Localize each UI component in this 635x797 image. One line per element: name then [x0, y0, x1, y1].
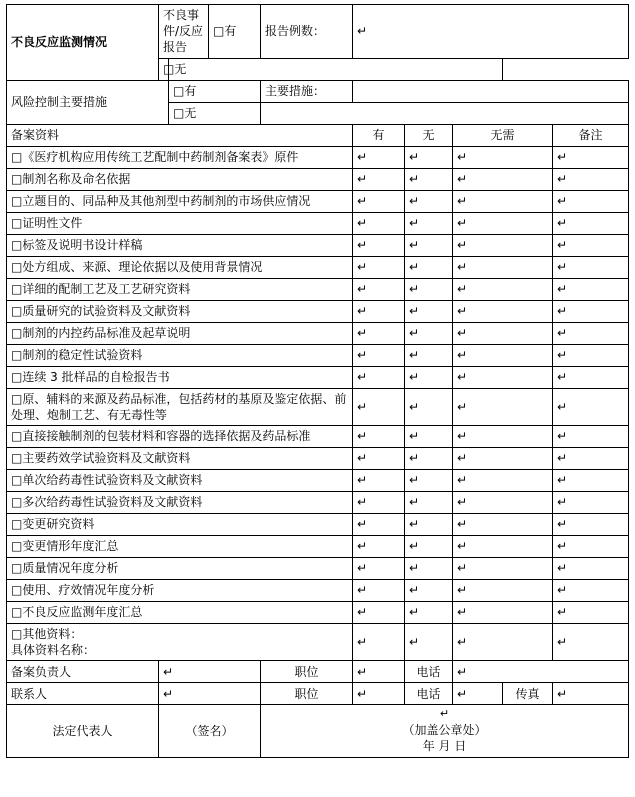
material-mark-not-required[interactable]: ↵: [453, 579, 553, 601]
seal-area-mark: ↵: [439, 707, 450, 721]
material-mark-has[interactable]: ↵: [353, 425, 405, 447]
material-mark-has[interactable]: ↵: [353, 146, 405, 168]
responsible-person-name[interactable]: ↵: [159, 661, 261, 683]
material-mark-none[interactable]: ↵: [405, 623, 453, 660]
material-item-label[interactable]: □连续 3 批样品的自检报告书: [7, 366, 353, 388]
material-item-label[interactable]: □变更研究资料: [7, 513, 353, 535]
material-mark-remark[interactable]: ↵: [553, 168, 629, 190]
material-mark-remark[interactable]: ↵: [553, 146, 629, 168]
responsible-phone-value[interactable]: ↵: [453, 661, 629, 683]
material-mark-none[interactable]: ↵: [405, 469, 453, 491]
table-row: [7, 491, 629, 513]
material-mark-remark[interactable]: ↵: [553, 623, 629, 660]
report-count-label: 报告例数：: [261, 5, 353, 59]
header-row-adverse-report: [7, 5, 629, 59]
contact-person-label: 联系人: [7, 683, 159, 705]
material-mark-has[interactable]: ↵: [353, 256, 405, 278]
material-mark-not-required[interactable]: ↵: [453, 322, 553, 344]
material-mark-remark[interactable]: ↵: [553, 388, 629, 425]
table-row: [7, 322, 629, 344]
material-mark-has[interactable]: ↵: [353, 190, 405, 212]
material-mark-has[interactable]: ↵: [353, 278, 405, 300]
material-mark-not-required[interactable]: ↵: [453, 190, 553, 212]
material-mark-has[interactable]: ↵: [353, 623, 405, 660]
material-mark-none[interactable]: ↵: [405, 168, 453, 190]
adverse-report-blank: [169, 58, 503, 80]
material-mark-has[interactable]: ↵: [353, 234, 405, 256]
materials-rows-body: [7, 146, 629, 661]
seal-text: （加盖公章处）: [402, 723, 487, 738]
material-mark-remark[interactable]: ↵: [553, 366, 629, 388]
materials-section-label: 备案资料: [7, 124, 353, 146]
material-mark-none[interactable]: ↵: [405, 491, 453, 513]
table-row: [7, 535, 629, 557]
table-row: [7, 190, 629, 212]
material-item-label[interactable]: □其他资料： 具体资料名称：: [7, 623, 353, 660]
column-header-not-required: 无需: [453, 124, 553, 146]
material-mark-has[interactable]: ↵: [353, 579, 405, 601]
material-mark-not-required[interactable]: ↵: [453, 344, 553, 366]
material-item-label[interactable]: □制剂名称及命名依据: [7, 168, 353, 190]
material-mark-none[interactable]: ↵: [405, 234, 453, 256]
table-row: [7, 212, 629, 234]
contact-fax-label: 传真: [503, 683, 553, 705]
material-mark-has[interactable]: ↵: [353, 557, 405, 579]
material-mark-has[interactable]: ↵: [353, 447, 405, 469]
material-item-label[interactable]: □制剂的内控药品标准及起草说明: [7, 322, 353, 344]
material-mark-none[interactable]: ↵: [405, 579, 453, 601]
contact-person-row: [7, 683, 629, 705]
table-row: [7, 278, 629, 300]
material-mark-has[interactable]: ↵: [353, 513, 405, 535]
seal-date: 年 月 日: [422, 739, 467, 754]
material-mark-has[interactable]: ↵: [353, 322, 405, 344]
material-item-label[interactable]: □质量研究的试验资料及文献资料: [7, 300, 353, 322]
risk-measures-value[interactable]: [353, 80, 629, 102]
material-mark-remark[interactable]: ↵: [553, 190, 629, 212]
material-mark-not-required[interactable]: ↵: [453, 557, 553, 579]
adverse-report-label: 不良事件/反应报告: [159, 5, 209, 59]
material-mark-none[interactable]: ↵: [405, 278, 453, 300]
column-header-has: 有: [353, 124, 405, 146]
material-mark-not-required[interactable]: ↵: [453, 601, 553, 623]
material-mark-none[interactable]: ↵: [405, 190, 453, 212]
report-count-value[interactable]: ↵: [353, 5, 629, 59]
material-item-label[interactable]: □使用、疗效情况年度分析: [7, 579, 353, 601]
material-mark-not-required[interactable]: ↵: [453, 234, 553, 256]
material-mark-remark[interactable]: ↵: [553, 491, 629, 513]
table-row: [7, 344, 629, 366]
material-mark-not-required[interactable]: ↵: [453, 491, 553, 513]
material-item-label[interactable]: □证明性文件: [7, 212, 353, 234]
material-mark-none[interactable]: ↵: [405, 300, 453, 322]
table-row: [7, 601, 629, 623]
material-mark-remark[interactable]: ↵: [553, 344, 629, 366]
material-mark-not-required[interactable]: ↵: [453, 212, 553, 234]
material-mark-has[interactable]: ↵: [353, 491, 405, 513]
legal-representative-signature[interactable]: （签名）: [159, 705, 261, 757]
material-mark-has[interactable]: ↵: [353, 168, 405, 190]
material-mark-has[interactable]: ↵: [353, 388, 405, 425]
column-header-remark: 备注: [553, 124, 629, 146]
material-mark-remark[interactable]: ↵: [553, 601, 629, 623]
table-row: [7, 425, 629, 447]
risk-measures-label: 主要措施：: [261, 80, 353, 102]
material-mark-none[interactable]: ↵: [405, 212, 453, 234]
adverse-report-no-checkbox[interactable]: □无: [159, 58, 169, 80]
material-item-label[interactable]: □变更情形年度汇总: [7, 535, 353, 557]
material-mark-remark[interactable]: ↵: [553, 579, 629, 601]
risk-control-label: 风险控制主要措施: [7, 80, 169, 124]
material-mark-none[interactable]: ↵: [405, 557, 453, 579]
responsible-position-value[interactable]: ↵: [353, 661, 405, 683]
contact-position-label: 职位: [261, 683, 353, 705]
column-header-none: 无: [405, 124, 453, 146]
material-mark-not-required[interactable]: ↵: [453, 513, 553, 535]
material-mark-none[interactable]: ↵: [405, 447, 453, 469]
material-mark-none[interactable]: ↵: [405, 146, 453, 168]
table-row: [7, 557, 629, 579]
material-item-label[interactable]: □立题目的、同品种及其他剂型中药制剂的市场供应情况: [7, 190, 353, 212]
material-mark-not-required[interactable]: ↵: [453, 278, 553, 300]
material-mark-remark[interactable]: ↵: [553, 212, 629, 234]
material-mark-none[interactable]: ↵: [405, 256, 453, 278]
legal-representative-row: [7, 705, 629, 757]
responsible-phone-label: 电话: [405, 661, 453, 683]
material-mark-none[interactable]: ↵: [405, 366, 453, 388]
material-item-label[interactable]: □标签及说明书设计样稿: [7, 234, 353, 256]
material-mark-has[interactable]: ↵: [353, 601, 405, 623]
material-mark-not-required[interactable]: ↵: [453, 469, 553, 491]
contact-phone-value[interactable]: ↵: [453, 683, 503, 705]
table-row: [7, 388, 629, 425]
table-row: [7, 234, 629, 256]
material-mark-remark[interactable]: ↵: [553, 469, 629, 491]
material-mark-not-required[interactable]: ↵: [453, 623, 553, 660]
table-row: [7, 146, 629, 168]
table-row: [7, 300, 629, 322]
table-row: [7, 447, 629, 469]
risk-control-blank: [261, 102, 629, 124]
material-item-label[interactable]: □原、辅料的来源及药品标准，包括药材的基原及鉴定依据、前处理、炮制工艺、有无毒性等: [7, 388, 353, 425]
material-mark-none[interactable]: ↵: [405, 344, 453, 366]
material-mark-not-required[interactable]: ↵: [453, 366, 553, 388]
material-mark-remark[interactable]: ↵: [553, 278, 629, 300]
material-mark-has[interactable]: ↵: [353, 535, 405, 557]
material-item-label[interactable]: □详细的配制工艺及工艺研究资料: [7, 278, 353, 300]
table-row: [7, 366, 629, 388]
material-mark-none[interactable]: ↵: [405, 513, 453, 535]
material-item-label[interactable]: □不良反应监测年度汇总: [7, 601, 353, 623]
material-mark-not-required[interactable]: ↵: [453, 300, 553, 322]
material-mark-not-required[interactable]: ↵: [453, 388, 553, 425]
material-mark-not-required[interactable]: ↵: [453, 168, 553, 190]
material-mark-has[interactable]: ↵: [353, 366, 405, 388]
material-mark-not-required[interactable]: ↵: [453, 425, 553, 447]
form-title: 不良反应监测情况: [7, 5, 159, 81]
material-mark-remark[interactable]: ↵: [553, 425, 629, 447]
contact-fax-value[interactable]: ↵: [553, 683, 629, 705]
risk-control-no-checkbox[interactable]: □无: [169, 102, 261, 124]
header-row-risk-control: [7, 80, 629, 102]
table-row: [7, 168, 629, 190]
contact-position-value[interactable]: ↵: [353, 683, 405, 705]
adverse-report-yes-checkbox[interactable]: □有: [209, 5, 261, 59]
material-mark-not-required[interactable]: ↵: [453, 146, 553, 168]
material-mark-remark[interactable]: ↵: [553, 256, 629, 278]
material-mark-none[interactable]: ↵: [405, 535, 453, 557]
table-row: [7, 623, 629, 660]
table-row: [7, 579, 629, 601]
contact-person-name[interactable]: ↵: [159, 683, 261, 705]
material-mark-not-required[interactable]: ↵: [453, 256, 553, 278]
contact-phone-label: 电话: [405, 683, 453, 705]
table-row: [7, 469, 629, 491]
table-row: [7, 513, 629, 535]
material-mark-remark[interactable]: ↵: [553, 234, 629, 256]
responsible-position-label: 职位: [261, 661, 353, 683]
risk-control-yes-checkbox[interactable]: □有: [169, 80, 261, 102]
material-item-label[interactable]: □《医疗机构应用传统工艺配制中药制剂备案表》原件: [7, 146, 353, 168]
material-mark-not-required[interactable]: ↵: [453, 535, 553, 557]
material-mark-none[interactable]: ↵: [405, 601, 453, 623]
material-mark-not-required[interactable]: ↵: [453, 447, 553, 469]
material-item-label[interactable]: □单次给药毒性试验资料及文献资料: [7, 469, 353, 491]
material-item-label[interactable]: □处方组成、来源、理论依据以及使用背景情况: [7, 256, 353, 278]
material-mark-has[interactable]: ↵: [353, 300, 405, 322]
material-item-label[interactable]: □制剂的稳定性试验资料: [7, 344, 353, 366]
material-mark-remark[interactable]: ↵: [553, 535, 629, 557]
responsible-person-label: 备案负责人: [7, 661, 159, 683]
material-mark-none[interactable]: ↵: [405, 322, 453, 344]
material-mark-remark[interactable]: ↵: [553, 557, 629, 579]
material-item-label[interactable]: □主要药效学试验资料及文献资料: [7, 447, 353, 469]
seal-area[interactable]: [261, 705, 629, 757]
responsible-person-row: [7, 661, 629, 683]
material-mark-none[interactable]: ↵: [405, 388, 453, 425]
table-row: [7, 256, 629, 278]
material-mark-remark[interactable]: ↵: [553, 513, 629, 535]
material-mark-has[interactable]: ↵: [353, 344, 405, 366]
material-item-label[interactable]: □质量情况年度分析: [7, 557, 353, 579]
material-mark-has[interactable]: ↵: [353, 212, 405, 234]
material-item-label[interactable]: □直接接触制剂的包装材料和容器的选择依据及药品标准: [7, 425, 353, 447]
material-mark-none[interactable]: ↵: [405, 425, 453, 447]
record-form-table: [6, 4, 629, 758]
material-mark-remark[interactable]: ↵: [553, 447, 629, 469]
material-item-label[interactable]: □多次给药毒性试验资料及文献资料: [7, 491, 353, 513]
material-mark-remark[interactable]: ↵: [553, 300, 629, 322]
material-mark-has[interactable]: ↵: [353, 469, 405, 491]
legal-representative-label: 法定代表人: [7, 705, 159, 757]
material-mark-remark[interactable]: ↵: [553, 322, 629, 344]
materials-header-row: [7, 124, 629, 146]
